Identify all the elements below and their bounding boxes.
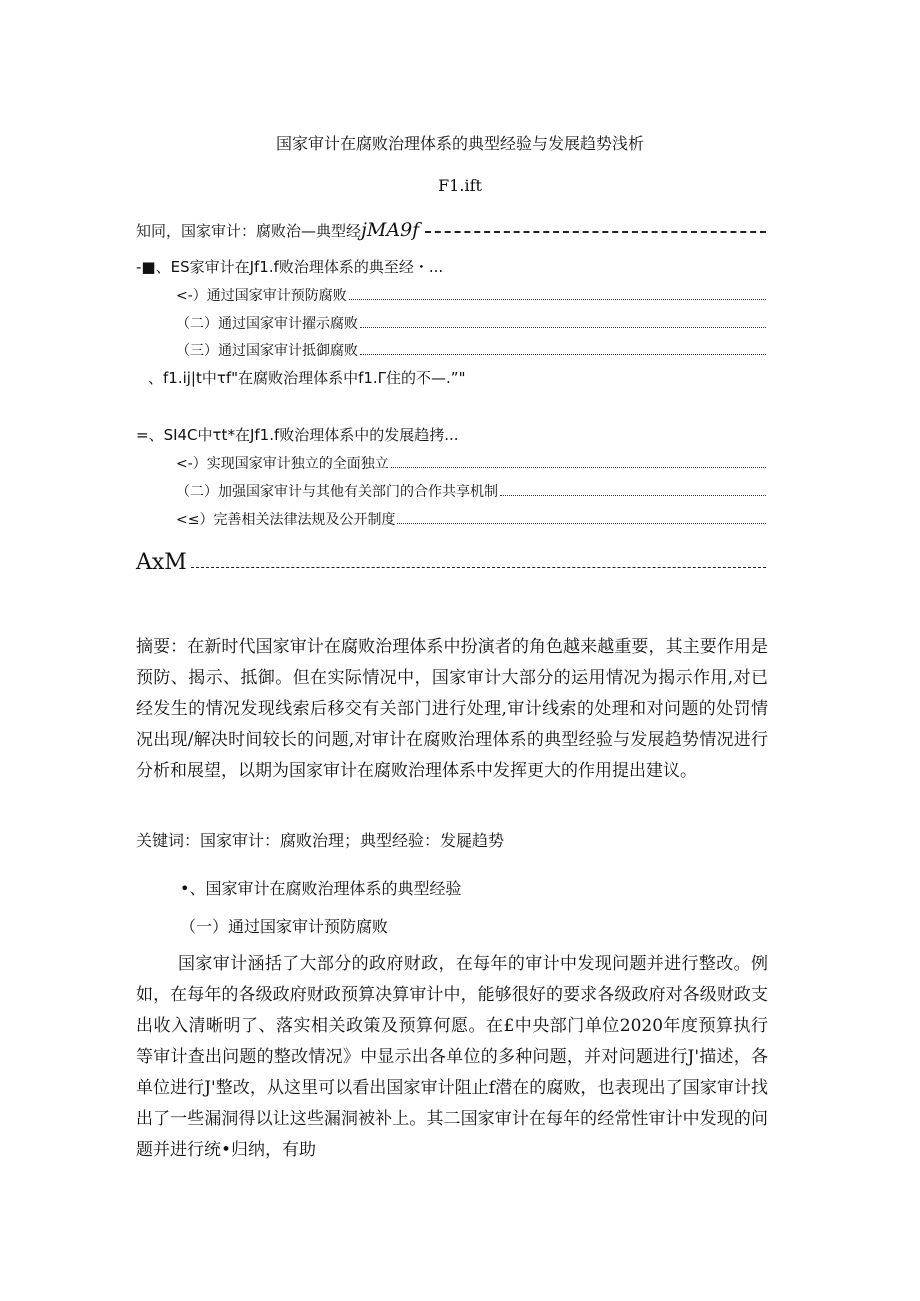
toc-leader bbox=[191, 566, 766, 568]
toc-footer-label: AxM bbox=[136, 550, 187, 575]
toc-item-label: <≤）完善相关法律法规及公开制度 bbox=[176, 512, 396, 528]
toc-leader bbox=[391, 466, 766, 468]
toc-item-label: （二）加强国家审计与其他有关部门的合作共享机制 bbox=[176, 484, 498, 500]
toc-leader bbox=[425, 230, 766, 233]
toc-footer-entry[interactable] bbox=[136, 550, 766, 575]
toc-item-label: <-）通过国家审计预防腐败 bbox=[176, 288, 347, 304]
toc-heading-tail: jMA9f bbox=[361, 219, 420, 241]
toc-leader bbox=[360, 326, 766, 328]
toc-leader bbox=[397, 522, 766, 524]
toc-section-2[interactable]: =、SI4C中τt*在Jf1.f败治理体系中的发展趋拷... bbox=[136, 426, 459, 444]
toc-item-label: （三）通过国家审计抵御腐败 bbox=[176, 343, 358, 359]
abstract-paragraph: 摘要：在新时代国家审计在腐败治理体系中扮演者的角色越来越重要，其主要作用是预防、揭示、抵御。但在实际情况中，国家审计大部分的运用情况为揭示作用,对已经发生的情况发现线索后移交有关部门进行处理,审计线索的处理和对问题的处罚情况出现/解决时间较长的问题,对审计在腐败治理体系的典型经验与发展趋势情况进行分析和展望，以期为国家审计在腐败治理体系中发挥更大的作用提出建议。 bbox=[136, 637, 768, 781]
subsection-heading: （一）通过国家审计预防腐败 bbox=[180, 917, 389, 936]
toc-leader bbox=[349, 298, 766, 300]
toc-item[interactable] bbox=[176, 285, 766, 305]
toc-item-label: （二）通过国家审计擢示腐败 bbox=[176, 316, 358, 332]
document-title: 国家审计在腐败治理体系的典型经验与发展趋势浅析 bbox=[275, 134, 644, 153]
toc-section-1-note[interactable]: 、f1.ij|t中τf"在腐败治理体系中f1.Γ住的不—.”" bbox=[148, 369, 466, 387]
toc-leader bbox=[360, 353, 766, 355]
section-heading: •、国家审计在腐败治理体系的典型经验 bbox=[180, 879, 462, 898]
toc-item[interactable] bbox=[176, 313, 766, 333]
toc-heading-text: 知同，国家审计：腐败治—典型经 bbox=[136, 222, 362, 240]
toc-leader bbox=[500, 494, 766, 496]
toc-item[interactable] bbox=[176, 453, 766, 473]
toc-item-label: <-）实现国家审计独立的全面独立 bbox=[176, 456, 389, 472]
toc-item[interactable] bbox=[176, 481, 766, 501]
toc-item[interactable] bbox=[176, 509, 766, 529]
toc-section-1[interactable]: -■、ES家审计在Jf1.f败治理体系的典至经・... bbox=[136, 258, 444, 276]
body-paragraph: 国家审计涵括了大部分的政府财政，在每年的审计中发现问题并进行整改。例如，在每年的各级政府财政预算决算审计中，能够很好的要求各级政府对各级财政支出收入清晰明了、落实相关政策及预算何愿。在£中央部门单位2020年度预算执行等审计查出问题的整改情况》中显示出各单位的多种问题，并对问题进行J'描述，各单位进行J'整改，从这里可以看出国家审计阻止f潜在的腐败，也表现出了国家审计找出了一些漏洞得以让这些漏洞被补上。其二国家审计在每年的经常性审计中发现的问题并进行统•归纳，有助 bbox=[136, 954, 768, 1160]
toc-heading-line[interactable] bbox=[136, 219, 766, 241]
keywords-line: 关键词：国家审计：腐败治理；典型经验：发屣趋势 bbox=[136, 831, 505, 850]
document-subtitle: F1.ift bbox=[438, 176, 482, 195]
toc-item[interactable] bbox=[176, 340, 766, 360]
